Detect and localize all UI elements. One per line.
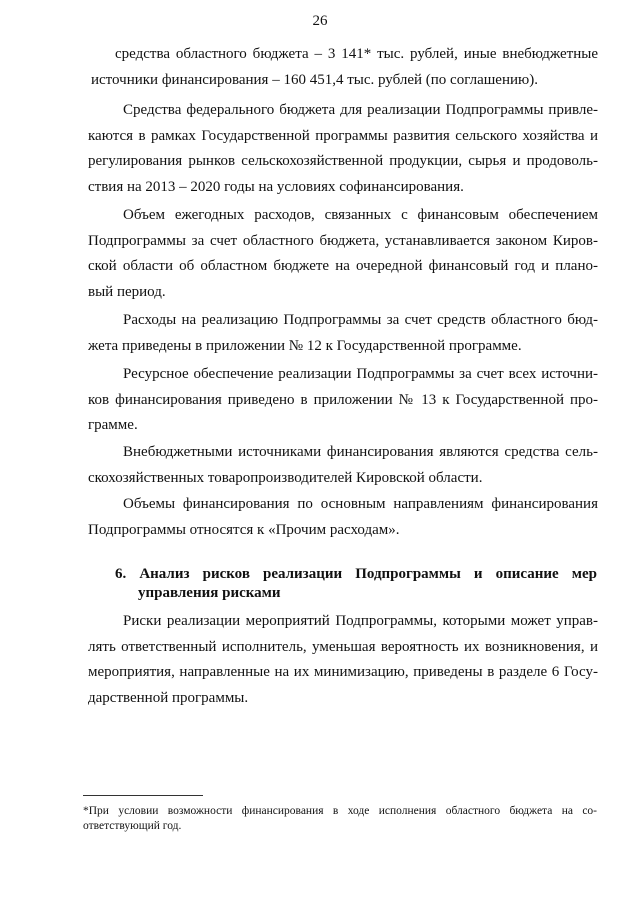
text-line: регулирования рынков сельскохозяйственной продукции, сырья и продоволь- [88,153,598,169]
heading-line: управления рисками [138,585,281,601]
text-line: ствия на 2013 – 2020 годы на условиях софинансирования. [88,178,464,195]
text-line: ков финансирования приведено в приложении № 13 к Государственной про- [88,391,598,408]
section-heading [115,565,597,603]
text-line: источники финансирования – 160 451,4 тыс. рублей (по соглашению). [91,71,538,88]
federal-budget-paragraph [88,98,598,200]
text-line: жета приведены в приложении № 12 к Государственной программе. [88,337,522,354]
footnote-line: ответствующий год. [83,820,182,832]
text-line: каются в рамках Государственной программы развития сельского хозяйства и [88,127,598,144]
text-line: мероприятия, направленные на их минимизацию, приведены в разделе 6 Госу- [88,664,598,680]
text-line: Подпрограммы относятся к «Прочим расходам». [88,521,400,538]
risks-paragraph [88,609,598,711]
text-line: ской области об областном бюджете на очередной финансовый год и плано- [88,258,598,274]
text-line: Объемы финансирования по основным направлениям финансирования [123,496,598,512]
text-line: Расходы на реализацию Подпрограммы за счет средств областного бюд- [123,312,598,328]
resource-provision-paragraph [88,362,598,439]
text-line: Ресурсное обеспечение реализации Подпрограммы за счет всех источни- [123,366,598,382]
text-line: дарственной программы. [88,689,249,706]
page-number: 26 [312,13,328,29]
text-line: Подпрограммы за счет областного бюджета, устанавливается законом Киров- [88,232,598,249]
footnote-separator [83,795,203,796]
funding-volumes-paragraph [88,492,598,543]
heading-line: 6. Анализ рисков реализации Подпрограммы и описание мер [115,566,597,582]
footnote [83,804,597,834]
text-line: грамме. [88,417,138,433]
text-line: Средства федерального бюджета для реализации Подпрограммы привле- [123,102,598,118]
text-line: Внебюджетными источниками финансирования являются средства сель- [123,444,598,460]
extrabudgetary-sources-paragraph [88,440,598,491]
funding-paragraph [88,42,598,93]
text-line: лять ответственный исполнитель, уменьшая вероятность их возникновения, и [88,638,598,655]
text-line: вый период. [88,283,166,300]
regional-budget-expenses-paragraph [88,308,598,359]
text-line: Риски реализации мероприятий Подпрограммы, которыми может управ- [123,613,598,629]
text-line: средства областного бюджета – 3 141* тыс. рублей, иные внебюджетные [115,46,598,62]
text-line: скохозяйственных товаропроизводителей Кировской области. [88,469,483,486]
annual-expenses-paragraph [88,203,598,305]
footnote-line: *При условии возможности финансирования в ходе исполнения областного бюджета на со- [83,805,597,817]
text-line: Объем ежегодных расходов, связанных с финансовым обеспечением [123,207,598,223]
